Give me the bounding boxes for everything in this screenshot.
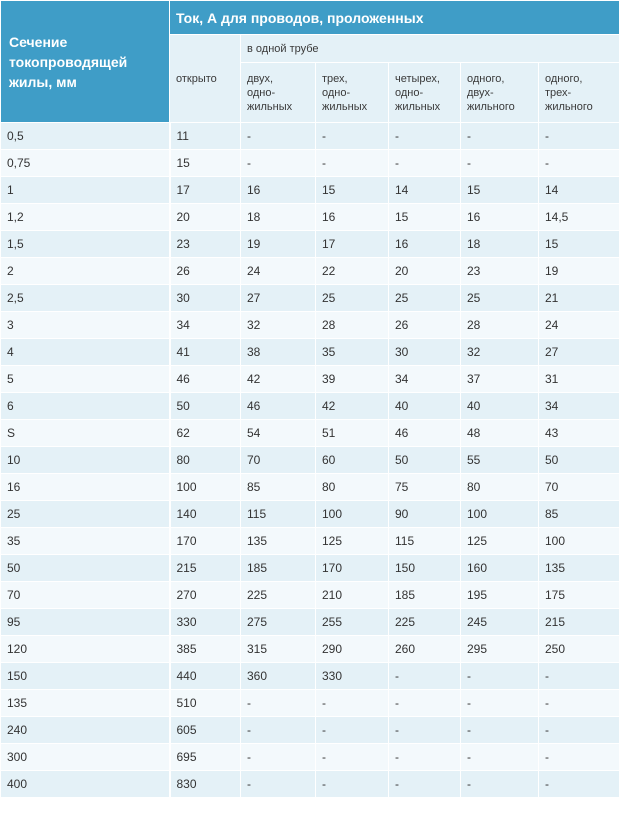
- current-cell: 115: [389, 528, 461, 555]
- current-cell: 70: [241, 447, 316, 474]
- current-cell: -: [461, 771, 539, 798]
- current-cell: 440: [170, 663, 241, 690]
- section-cell: 70: [1, 582, 170, 609]
- current-cell: 170: [316, 555, 389, 582]
- section-header-line: Сечение: [9, 33, 68, 50]
- pipe-column-header: одного, трех- жильного: [539, 63, 620, 123]
- current-cell: 510: [170, 690, 241, 717]
- current-cell: -: [539, 123, 620, 150]
- current-cell: 75: [389, 474, 461, 501]
- current-cell: 290: [316, 636, 389, 663]
- section-cell: 25: [1, 501, 170, 528]
- current-cell: 385: [170, 636, 241, 663]
- group-title: Ток, А для проводов, проложенных: [170, 1, 620, 35]
- current-cell: 360: [241, 663, 316, 690]
- section-cell: 4: [1, 339, 170, 366]
- current-cell: 225: [389, 609, 461, 636]
- current-cell: -: [241, 123, 316, 150]
- current-cell: -: [389, 690, 461, 717]
- current-cell: 80: [316, 474, 389, 501]
- current-cell: -: [461, 663, 539, 690]
- pipe-column-header: трех, одно- жильных: [316, 63, 389, 123]
- current-cell: 270: [170, 582, 241, 609]
- current-cell: 15: [170, 150, 241, 177]
- section-cell: 1: [1, 177, 170, 204]
- current-cell: 23: [461, 258, 539, 285]
- section-cell: 16: [1, 474, 170, 501]
- current-cell: 31: [539, 366, 620, 393]
- section-cell: 35: [1, 528, 170, 555]
- current-cell: 185: [389, 582, 461, 609]
- section-cell: 2: [1, 258, 170, 285]
- current-cell: 50: [170, 393, 241, 420]
- current-cell: -: [241, 771, 316, 798]
- current-cell: 50: [389, 447, 461, 474]
- current-cell: 24: [539, 312, 620, 339]
- current-cell: -: [539, 690, 620, 717]
- section-cell: 0,75: [1, 150, 170, 177]
- table-row: [1, 447, 620, 474]
- table-row: [1, 717, 620, 744]
- table-row: [1, 231, 620, 258]
- current-cell: 40: [461, 393, 539, 420]
- pipe-column-header: двух, одно- жильных: [241, 63, 316, 123]
- current-cell: 46: [170, 366, 241, 393]
- current-cell: 115: [241, 501, 316, 528]
- current-cell: 19: [539, 258, 620, 285]
- table-row: [1, 312, 620, 339]
- current-cell: 46: [241, 393, 316, 420]
- section-cell: 150: [1, 663, 170, 690]
- current-cell: 27: [241, 285, 316, 312]
- section-cell: 400: [1, 771, 170, 798]
- section-cell: 5: [1, 366, 170, 393]
- current-cell: 34: [170, 312, 241, 339]
- current-cell: 25: [461, 285, 539, 312]
- current-cell: 135: [539, 555, 620, 582]
- current-cell: 16: [316, 204, 389, 231]
- current-cell: 100: [316, 501, 389, 528]
- current-cell: 135: [241, 528, 316, 555]
- current-cell: -: [461, 150, 539, 177]
- table-row: [1, 204, 620, 231]
- current-cell: 38: [241, 339, 316, 366]
- current-cell: -: [389, 744, 461, 771]
- current-cell: 245: [461, 609, 539, 636]
- current-cell: 25: [389, 285, 461, 312]
- section-cell: 6: [1, 393, 170, 420]
- section-cell: 95: [1, 609, 170, 636]
- current-cell: -: [316, 123, 389, 150]
- open-column-header: открыто: [170, 35, 241, 123]
- current-cell: 15: [389, 204, 461, 231]
- section-header: [1, 1, 170, 123]
- current-cell: -: [316, 150, 389, 177]
- current-cell: 25: [316, 285, 389, 312]
- current-cell: 18: [241, 204, 316, 231]
- current-cell: 40: [389, 393, 461, 420]
- section-cell: 3: [1, 312, 170, 339]
- current-cell: 85: [539, 501, 620, 528]
- current-cell: 100: [461, 501, 539, 528]
- current-cell: -: [461, 744, 539, 771]
- current-cell: 48: [461, 420, 539, 447]
- pipe-column-header: одного, двух- жильного: [461, 63, 539, 123]
- current-cell: 215: [170, 555, 241, 582]
- current-cell: -: [461, 123, 539, 150]
- current-cell: 18: [461, 231, 539, 258]
- current-cell: 32: [461, 339, 539, 366]
- current-cell: -: [316, 690, 389, 717]
- current-cell: 20: [389, 258, 461, 285]
- current-cell: 42: [316, 393, 389, 420]
- current-cell: 50: [539, 447, 620, 474]
- current-cell: -: [539, 771, 620, 798]
- current-cell: -: [389, 663, 461, 690]
- current-cell: 250: [539, 636, 620, 663]
- current-cell: 28: [316, 312, 389, 339]
- table-header: [1, 1, 620, 123]
- current-cell: 37: [461, 366, 539, 393]
- current-cell: -: [241, 150, 316, 177]
- current-cell: 21: [539, 285, 620, 312]
- current-cell: -: [539, 150, 620, 177]
- section-cell: 300: [1, 744, 170, 771]
- table-row: [1, 393, 620, 420]
- current-cell: 80: [170, 447, 241, 474]
- section-cell: 240: [1, 717, 170, 744]
- current-cell: -: [461, 717, 539, 744]
- table-row: [1, 150, 620, 177]
- current-cell: 175: [539, 582, 620, 609]
- table-row: [1, 636, 620, 663]
- section-cell: 2,5: [1, 285, 170, 312]
- table-row: [1, 420, 620, 447]
- current-cell: 28: [461, 312, 539, 339]
- current-cell: -: [389, 717, 461, 744]
- current-cell: 39: [316, 366, 389, 393]
- current-cell: -: [539, 663, 620, 690]
- table-row: [1, 285, 620, 312]
- current-cell: 27: [539, 339, 620, 366]
- current-cell: 15: [461, 177, 539, 204]
- current-cell: 22: [316, 258, 389, 285]
- section-cell: 10: [1, 447, 170, 474]
- current-cell: 140: [170, 501, 241, 528]
- current-cell: 16: [241, 177, 316, 204]
- table-row: [1, 609, 620, 636]
- table-row: [1, 555, 620, 582]
- current-cell: 26: [170, 258, 241, 285]
- current-cell: 16: [389, 231, 461, 258]
- current-cell: 20: [170, 204, 241, 231]
- table-row: [1, 690, 620, 717]
- current-cell: -: [539, 717, 620, 744]
- table-row: [1, 177, 620, 204]
- current-cell: 255: [316, 609, 389, 636]
- section-header-line: жилы, мм: [9, 73, 77, 90]
- current-cell: 210: [316, 582, 389, 609]
- section-cell: 135: [1, 690, 170, 717]
- current-cell: 55: [461, 447, 539, 474]
- current-cell: -: [241, 690, 316, 717]
- current-cell: 170: [170, 528, 241, 555]
- pipe-group-header: в одной трубе: [241, 35, 620, 63]
- current-cell: 125: [461, 528, 539, 555]
- current-cell: 80: [461, 474, 539, 501]
- current-cell: 30: [389, 339, 461, 366]
- current-cell: 60: [316, 447, 389, 474]
- current-cell: 62: [170, 420, 241, 447]
- section-cell: 50: [1, 555, 170, 582]
- current-cell: 15: [316, 177, 389, 204]
- current-cell: 70: [539, 474, 620, 501]
- current-cell: 14: [539, 177, 620, 204]
- current-cell: -: [389, 771, 461, 798]
- current-cell: 85: [241, 474, 316, 501]
- current-cell: -: [539, 744, 620, 771]
- current-cell: 19: [241, 231, 316, 258]
- current-cell: 695: [170, 744, 241, 771]
- table-row: [1, 258, 620, 285]
- current-cell: 15: [539, 231, 620, 258]
- current-cell: 23: [170, 231, 241, 258]
- table-row: [1, 366, 620, 393]
- current-cell: 295: [461, 636, 539, 663]
- current-cell: 260: [389, 636, 461, 663]
- current-cell: 42: [241, 366, 316, 393]
- current-cell: 16: [461, 204, 539, 231]
- current-cell: 830: [170, 771, 241, 798]
- current-cell: 35: [316, 339, 389, 366]
- current-cell: -: [241, 744, 316, 771]
- current-cell: 605: [170, 717, 241, 744]
- current-cell: 90: [389, 501, 461, 528]
- section-cell: 1,5: [1, 231, 170, 258]
- current-cell: -: [389, 123, 461, 150]
- table-row: [1, 744, 620, 771]
- section-cell: 1,2: [1, 204, 170, 231]
- current-cell: 150: [389, 555, 461, 582]
- table-row: [1, 474, 620, 501]
- current-cell: 17: [170, 177, 241, 204]
- current-cell: -: [461, 690, 539, 717]
- current-cell: 14,5: [539, 204, 620, 231]
- pipe-column-header: четырех, одно- жильных: [389, 63, 461, 123]
- table-row: [1, 339, 620, 366]
- current-cell: 14: [389, 177, 461, 204]
- current-cell: 195: [461, 582, 539, 609]
- current-cell: 26: [389, 312, 461, 339]
- table-body: [1, 123, 620, 798]
- current-cell: 100: [539, 528, 620, 555]
- current-cell: 54: [241, 420, 316, 447]
- current-cell: -: [316, 744, 389, 771]
- table-row: [1, 123, 620, 150]
- current-cell: 34: [539, 393, 620, 420]
- current-cell: 17: [316, 231, 389, 258]
- current-cell: 215: [539, 609, 620, 636]
- current-cell: 32: [241, 312, 316, 339]
- section-cell: S: [1, 420, 170, 447]
- current-cell: 43: [539, 420, 620, 447]
- current-cell: 160: [461, 555, 539, 582]
- current-cell: 41: [170, 339, 241, 366]
- current-cell: 11: [170, 123, 241, 150]
- current-cell: 315: [241, 636, 316, 663]
- current-cell: 225: [241, 582, 316, 609]
- current-cell: -: [389, 150, 461, 177]
- current-cell: -: [316, 771, 389, 798]
- current-cell: -: [241, 717, 316, 744]
- current-cell: 24: [241, 258, 316, 285]
- current-cell: 275: [241, 609, 316, 636]
- table-row: [1, 663, 620, 690]
- section-cell: 0,5: [1, 123, 170, 150]
- table-row: [1, 582, 620, 609]
- current-cell: 34: [389, 366, 461, 393]
- section-cell: 120: [1, 636, 170, 663]
- current-cell: 30: [170, 285, 241, 312]
- section-header-line: токопроводящей: [9, 53, 128, 70]
- current-cell: 46: [389, 420, 461, 447]
- table-row: [1, 771, 620, 798]
- current-cell: 330: [316, 663, 389, 690]
- current-cell: 51: [316, 420, 389, 447]
- table-row: [1, 501, 620, 528]
- current-cell: 100: [170, 474, 241, 501]
- current-cell: -: [316, 717, 389, 744]
- table-row: [1, 528, 620, 555]
- current-cell: 125: [316, 528, 389, 555]
- current-cell: 330: [170, 609, 241, 636]
- current-cell: 185: [241, 555, 316, 582]
